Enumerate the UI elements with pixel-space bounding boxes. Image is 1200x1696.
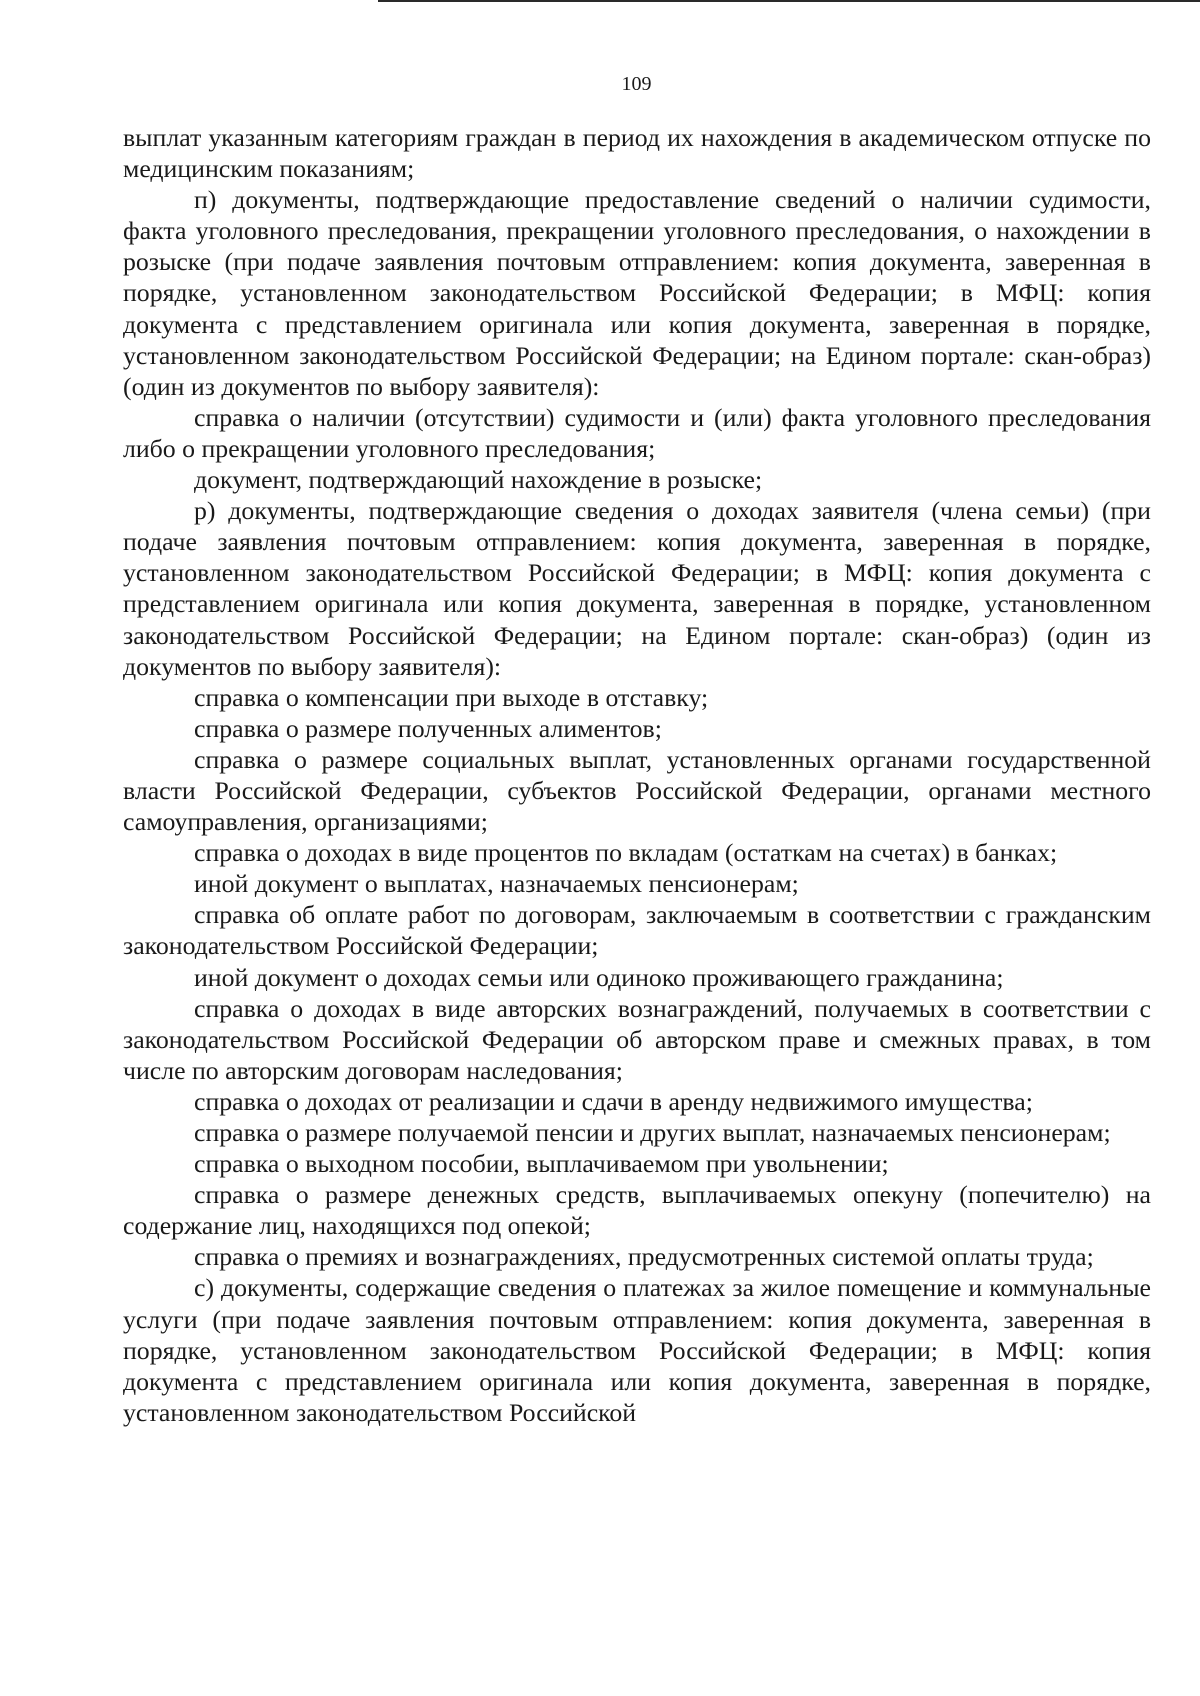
paragraph-1: выплат указанным категориям граждан в период их нахождения в академическом отпуске по медицинским показаниям; <box>123 123 1151 184</box>
paragraph-13: справка о доходах в виде авторских вознаграждений, получаемых в соответствии с законодательством Российской Федерации об авторском праве и смежных правах, в том числе по авторским договорам наследования; <box>123 993 1151 1085</box>
paragraph-16: справка о выходном пособии, выплачиваемом при увольнении; <box>194 1149 889 1179</box>
paragraph-7: справка о размере полученных алиментов; <box>194 713 662 743</box>
paragraph-4: документ, подтверждающий нахождение в розыске; <box>194 465 763 495</box>
paragraph-9: справка о доходах в виде процентов по вкладам (остаткам на счетах) в банках; <box>194 838 1058 868</box>
top-border-line <box>378 0 1200 2</box>
paragraph-8: справка о размере социальных выплат, установленных органами государственной власти Российской Федерации, субъектов Российской Федерации, органами местного самоуправления, организациями; <box>123 744 1151 837</box>
paragraph-15: справка о размере получаемой пенсии и других выплат, назначаемых пенсионерам; <box>194 1118 1111 1147</box>
paragraph-item-s: с) документы, содержащие сведения о платежах за жилое помещение и коммунальные услуги (при подаче заявления почтовым отправлением: копия документа, заверенная в порядке, установленном законодательством Российской Федерации; в МФЦ: копия документа с представлением оригинала или копия документа, заверенная в порядке, установленном законодательством Российской <box>123 1273 1151 1427</box>
page-number: 109 <box>621 73 652 95</box>
paragraph-6: справка о компенсации при выходе в отставку; <box>194 682 709 712</box>
paragraph-12: иной документ о доходах семьи или одиноко проживающего гражданина; <box>194 962 1004 992</box>
paragraph-14: справка о доходах от реализации и сдачи в аренду недвижимого имущества; <box>194 1086 1033 1116</box>
paragraph-18: справка о премиях и вознаграждениях, предусмотренных системой оплаты труда; <box>194 1242 1094 1272</box>
paragraph-item-p: п) документы, подтверждающие предоставление сведений о наличии судимости, факта уголовного преследования, прекращении уголовного преследования, о нахождении в розыске (при подаче заявления почтовым отправлением: копия документа, заверенная в порядке, установленном законодательством Российской Федерации; в МФЦ: копия документа с представлением оригинала или копия документа, заверенная в порядке, установленном законодательством Российской Федерации; на Едином портале: скан-образ) (один из документов по выбору заявителя): <box>123 185 1151 401</box>
document-body <box>123 122 1151 1428</box>
paragraph-3: справка о наличии (отсутствии) судимости и (или) факта уголовного преследования либо о прекращении уголовного преследования; <box>123 402 1151 463</box>
paragraph-11: справка об оплате работ по договорам, заключаемым в соответствии с гражданским законодательством Российской Федерации; <box>123 900 1151 961</box>
paragraph-17: справка о размере денежных средств, выплачиваемых опекуну (попечителю) на содержание лиц, находящихся под опекой; <box>123 1180 1151 1241</box>
paragraph-item-r: р) документы, подтверждающие сведения о доходах заявителя (члена семьи) (при подаче заявления почтовым отправлением: копия документа, заверенная в порядке, установленном законодательством Российской Федерации; в МФЦ: копия документа с представлением оригинала или копия документа, заверенная в порядке, установленном законодательством Российской Федерации; на Едином портале: скан-образ) (один из документов по выбору заявителя): <box>123 496 1151 681</box>
paragraph-10: иной документ о выплатах, назначаемых пенсионерам; <box>194 869 799 899</box>
